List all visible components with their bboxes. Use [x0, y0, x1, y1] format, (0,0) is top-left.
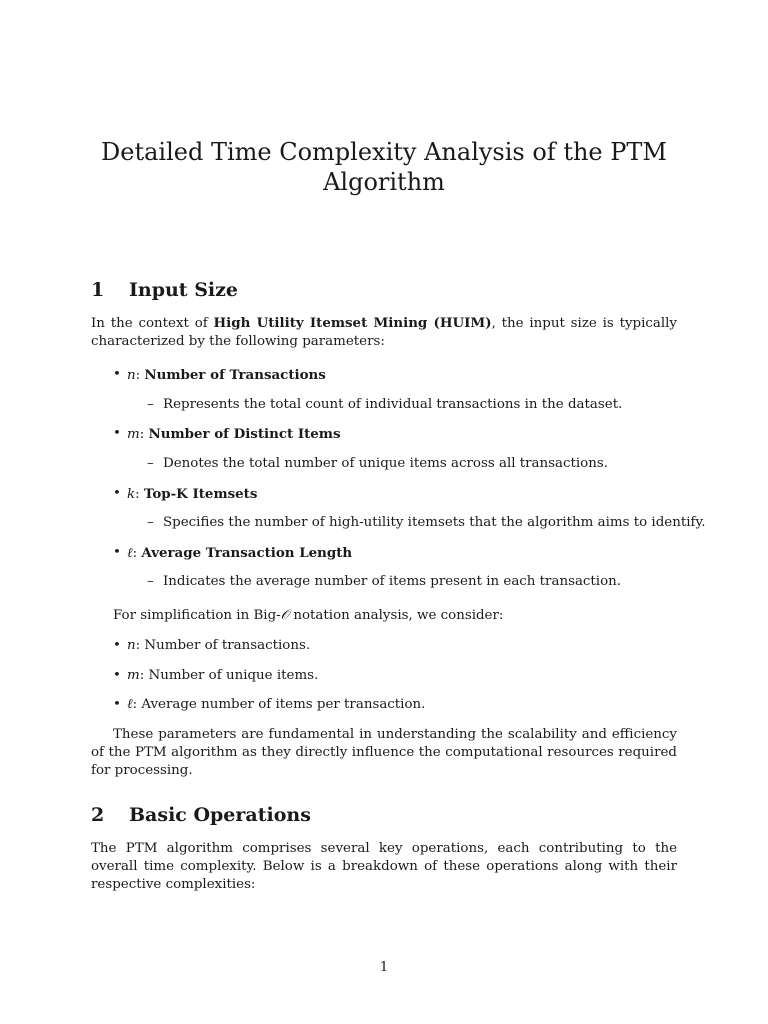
parameter-description: Denotes the total number of unique items across all transactions. [163, 456, 608, 471]
section-title: Basic Operations [129, 804, 311, 826]
page-number: 1 [379, 960, 389, 975]
parameter-symbol: n [127, 368, 136, 383]
simplification-paragraph [91, 607, 677, 625]
parameter-text: Average number of items per transaction. [141, 697, 426, 712]
section1-intro-paragraph [91, 314, 677, 351]
bullet-icon: • [113, 545, 121, 560]
simplification-text: For simplification in Big- [113, 608, 281, 623]
parameter-symbol: m [127, 668, 140, 683]
parameter-symbol: ℓ [127, 697, 133, 712]
parameter-label: Number of Distinct Items [148, 426, 341, 442]
bullet-icon: • [113, 638, 121, 653]
parameter-description: Specifies the number of high-utility itemsets that the algorithm aims to identify. [163, 515, 706, 530]
section2-intro-paragraph: The PTM algorithm comprises several key operations, each contributing to the overall time complexity. Below is a breakdown of these operations along with their respective complexities: [91, 841, 677, 893]
document-title: Detailed Time Complexity Analysis of the PTM Algorithm [101, 138, 667, 196]
parameter-text: Number of unique items. [148, 668, 319, 683]
parameter-symbol: n [127, 638, 136, 653]
parameter-description: Indicates the average number of items present in each transaction. [163, 574, 622, 589]
parameter-symbol: k [127, 487, 136, 502]
closing-paragraph: These parameters are fundamental in understanding the scalability and efficiency of the PTM algorithm as they directly influence the computational resources required for processing. [91, 727, 677, 779]
dash-icon: – [147, 574, 154, 589]
bullet-icon: • [113, 426, 121, 441]
list-subitem [147, 396, 622, 414]
section-number: 2 [91, 804, 105, 826]
parameter-label: Average Transaction Length [141, 545, 353, 561]
section-heading-input-size [91, 279, 238, 301]
section-title: Input Size [129, 279, 239, 301]
section-number: 1 [91, 279, 105, 301]
list-subitem [147, 455, 608, 473]
document-page: Detailed Time Complexity Analysis of the PTM Algorithm 1 Input Size In the context of High Utility Itemset Mining (HUIM), the input size is typically characterized by the following parameters: • n: Number of Transactions – Represents the total count of individual transactions in the dataset. • m: Number of Distinct Items – Denotes the total number of unique items across all transactions. • k: Top-K Itemsets – Specifies the number of high-utility itemsets that the algorithm aims to identify. • ℓ: Average Transaction Length – Indicates the average number of items present in each transaction. For simplification in Big-𝒪 notation analysis, we consider: • n: Number of transactions. • m: Number of unique items. • ℓ: Average number of items per transaction. These parameters are fundamental in understanding the scalability and efficiency of the PTM algorithm as they directly influence the computational resources required for processing. 2 Basic Operations The PTM algorithm comprises several key operations, each contributing to the overall time complexity. Below is a breakdown of these operations along with their respective complexities: 1 [91, 138, 706, 975]
parameter-symbol: m [127, 427, 140, 442]
dash-icon: – [147, 515, 154, 530]
parameter-label: Top-K Itemsets [143, 486, 258, 502]
parameter-label: Number of Transactions [144, 367, 326, 383]
list-subitem [147, 514, 705, 532]
bullet-icon: • [113, 668, 121, 683]
bullet-icon: • [113, 367, 121, 382]
list-subitem [147, 573, 621, 591]
dash-icon: – [147, 397, 154, 412]
parameter-symbol: ℓ [127, 546, 133, 561]
intro-text: In the context of [91, 316, 214, 331]
bullet-icon: • [113, 486, 121, 501]
intro-bold-term: High Utility Itemset Mining (HUIM) [213, 315, 492, 331]
intro-text-continued: , the input size is typically characterized by the following parameters: [91, 316, 678, 350]
big-o-symbol: 𝒪 [280, 608, 290, 623]
dash-icon: – [147, 456, 154, 471]
simplification-text-continued: notation analysis, we consider: [289, 608, 504, 623]
parameter-description: Represents the total count of individual transactions in the dataset. [163, 397, 623, 412]
parameter-text: Number of transactions. [144, 638, 311, 653]
bullet-icon: • [113, 697, 121, 712]
section-heading-basic-operations [91, 804, 311, 826]
